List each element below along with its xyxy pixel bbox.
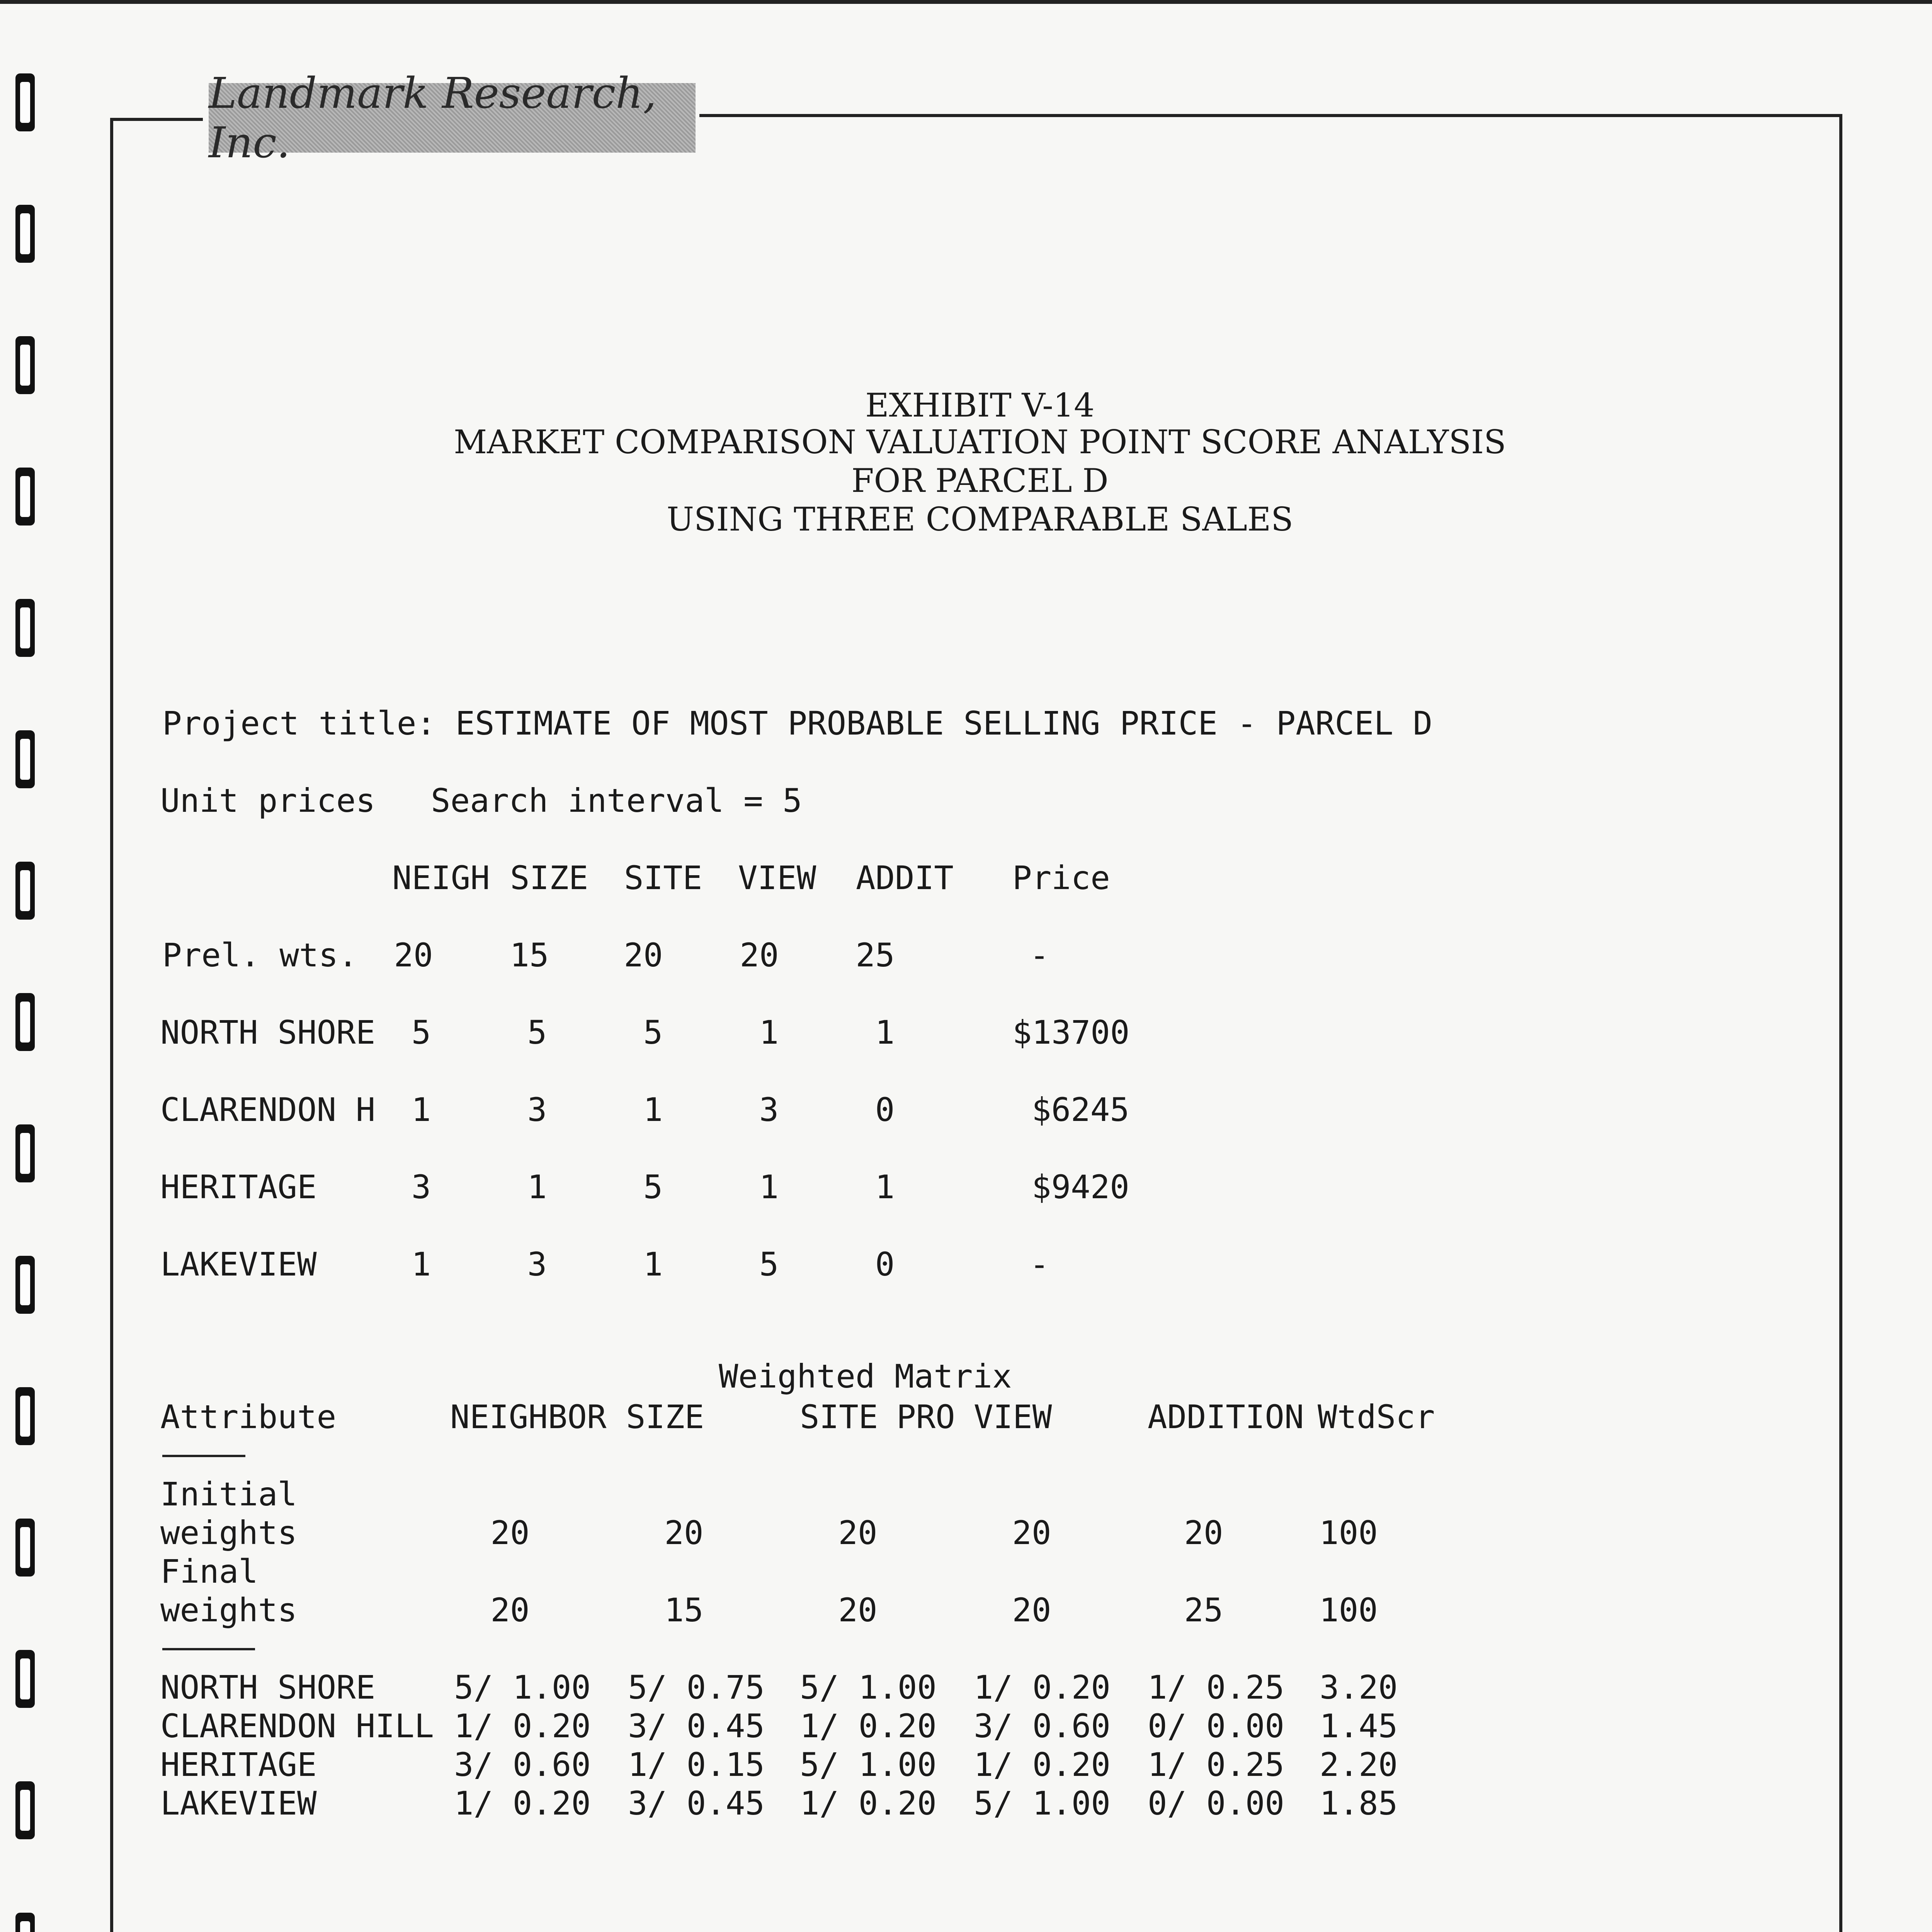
- binder-hole: [15, 1650, 35, 1708]
- initial-weight: 100: [1319, 1514, 1378, 1552]
- matrix-row-label: NORTH SHORE: [160, 1668, 376, 1706]
- binder-hole: [15, 205, 35, 263]
- unit-header: Price: [1012, 859, 1110, 897]
- unit-cell: 1: [411, 1245, 431, 1283]
- final-weight: 15: [664, 1591, 704, 1629]
- unit-price: -: [1029, 936, 1049, 974]
- binder-hole: [15, 336, 35, 394]
- unit-cell: 5: [527, 1014, 547, 1051]
- binder-hole: [15, 73, 35, 131]
- logo-text: Landmark Research, Inc.: [209, 68, 657, 167]
- final-weight: 20: [1012, 1591, 1051, 1629]
- unit-price: $9420: [1032, 1168, 1129, 1206]
- binder-hole: [15, 1124, 35, 1182]
- final-weight: 25: [1184, 1591, 1223, 1629]
- unit-cell: 3: [527, 1091, 547, 1129]
- unit-cell: 5: [643, 1168, 663, 1206]
- unit-cell: 25: [855, 936, 895, 974]
- top-edge: [0, 0, 1932, 4]
- matrix-header: SITE: [800, 1398, 878, 1436]
- unit-price: $13700: [1012, 1014, 1130, 1051]
- weighted-matrix-title: Weighted Matrix: [719, 1357, 1012, 1395]
- unit-row-label: NORTH SHORE: [160, 1014, 376, 1051]
- unit-header: VIEW: [738, 859, 816, 897]
- unit-header: SIZE: [510, 859, 588, 897]
- binder-hole: [15, 1781, 35, 1839]
- final-label-1: Final: [160, 1553, 258, 1590]
- unit-cell: 1: [643, 1245, 663, 1283]
- unit-cell: 1: [411, 1091, 431, 1129]
- unit-cell: 5: [759, 1245, 779, 1283]
- matrix-cell: 3/ 0.45: [628, 1707, 765, 1745]
- binder-hole: [15, 599, 35, 657]
- unit-cell: 20: [624, 936, 663, 974]
- exhibit-line-1: EXHIBIT V-14: [865, 386, 1095, 424]
- matrix-header: SIZE: [626, 1398, 704, 1436]
- matrix-cell: 3/ 0.60: [974, 1707, 1111, 1745]
- binder-hole: [15, 993, 35, 1051]
- initial-label-2: weights: [160, 1514, 298, 1552]
- matrix-header: WtdScr: [1318, 1398, 1435, 1436]
- unit-cell: 1: [759, 1014, 779, 1051]
- unit-cell: 3: [411, 1168, 431, 1206]
- unit-price: $6245: [1032, 1091, 1129, 1129]
- project-title: Project title: ESTIMATE OF MOST PROBABLE SELLING PRICE - PARCEL D: [162, 704, 1433, 742]
- binder-hole: [15, 1387, 35, 1445]
- matrix-cell: 3/ 0.60: [454, 1746, 591, 1784]
- matrix-cell: 1/ 0.25: [1148, 1668, 1285, 1706]
- divider-dash: [162, 1648, 255, 1650]
- unit-header: ADDIT: [856, 859, 954, 897]
- unit-prices-label: Unit prices: [160, 782, 376, 820]
- company-logo: [209, 68, 696, 167]
- frame-top-left: [110, 118, 203, 121]
- matrix-cell: 5/ 1.00: [800, 1746, 937, 1784]
- initial-weight: 20: [1184, 1514, 1223, 1552]
- unit-price: -: [1029, 1245, 1049, 1283]
- binder-hole: [15, 1256, 35, 1314]
- initial-label-1: Initial: [160, 1475, 298, 1513]
- matrix-cell: 0/ 0.00: [1148, 1707, 1285, 1745]
- matrix-cell: 1/ 0.20: [454, 1707, 591, 1745]
- unit-cell: 1: [875, 1014, 895, 1051]
- exhibit-line-3: FOR PARCEL D: [851, 462, 1109, 500]
- search-interval: Search interval = 5: [431, 782, 802, 820]
- unit-cell: 20: [394, 936, 433, 974]
- matrix-cell: 3/ 0.45: [628, 1784, 765, 1822]
- binder-hole: [15, 1519, 35, 1577]
- initial-weight: 20: [490, 1514, 530, 1552]
- unit-cell: 20: [740, 936, 779, 974]
- matrix-cell: 1/ 0.20: [454, 1784, 591, 1822]
- matrix-score: 3.20: [1320, 1668, 1398, 1706]
- matrix-header-attribute: Attribute: [160, 1398, 337, 1436]
- matrix-cell: 1/ 0.25: [1148, 1746, 1285, 1784]
- unit-cell: 0: [875, 1245, 895, 1283]
- unit-cell: 5: [411, 1014, 431, 1051]
- unit-cell: 1: [759, 1168, 779, 1206]
- matrix-row-label: HERITAGE: [160, 1746, 317, 1784]
- unit-header: NEIGH: [392, 859, 490, 897]
- unit-cell: 3: [759, 1091, 779, 1129]
- unit-cell: 3: [527, 1245, 547, 1283]
- matrix-cell: 5/ 1.00: [974, 1784, 1111, 1822]
- matrix-cell: 1/ 0.20: [974, 1746, 1111, 1784]
- final-weight: 100: [1319, 1591, 1378, 1629]
- initial-weight: 20: [838, 1514, 878, 1552]
- unit-cell: 1: [643, 1091, 663, 1129]
- initial-weight: 20: [1012, 1514, 1051, 1552]
- binder-hole: [15, 730, 35, 788]
- matrix-header: VIEW: [974, 1398, 1052, 1436]
- matrix-row-label: LAKEVIEW: [160, 1784, 317, 1822]
- initial-weight: 20: [664, 1514, 704, 1552]
- frame-top-right: [699, 114, 1842, 117]
- binder-hole: [15, 862, 35, 920]
- matrix-score: 1.85: [1320, 1784, 1398, 1822]
- final-label-2: weights: [160, 1591, 298, 1629]
- final-weight: 20: [490, 1591, 530, 1629]
- unit-row-label: CLARENDON H: [160, 1091, 376, 1129]
- matrix-cell: 5/ 1.00: [800, 1668, 937, 1706]
- exhibit-line-4: USING THREE COMPARABLE SALES: [667, 500, 1293, 538]
- matrix-cell: 1/ 0.20: [974, 1668, 1111, 1706]
- matrix-score: 1.45: [1320, 1707, 1398, 1745]
- unit-row-label: HERITAGE: [160, 1168, 317, 1206]
- matrix-cell: 5/ 0.75: [628, 1668, 765, 1706]
- matrix-row-label: CLARENDON HILL: [160, 1707, 434, 1745]
- matrix-cell: 0/ 0.00: [1148, 1784, 1285, 1822]
- matrix-score: 2.20: [1320, 1746, 1398, 1784]
- matrix-cell: 1/ 0.15: [628, 1746, 765, 1784]
- matrix-header: NEIGHBOR: [450, 1398, 607, 1436]
- matrix-cell: 5/ 1.00: [454, 1668, 591, 1706]
- divider-dash: [162, 1455, 245, 1457]
- unit-cell: 15: [510, 936, 549, 974]
- unit-header: SITE: [624, 859, 702, 897]
- matrix-header: PRO: [896, 1398, 955, 1436]
- unit-row-label: LAKEVIEW: [160, 1245, 317, 1283]
- matrix-cell: 1/ 0.20: [800, 1707, 937, 1745]
- binder-hole: [15, 1913, 35, 1932]
- matrix-header: ADDITION: [1148, 1398, 1304, 1436]
- final-weight: 20: [838, 1591, 878, 1629]
- unit-cell: 1: [527, 1168, 547, 1206]
- unit-cell: 0: [875, 1091, 895, 1129]
- exhibit-line-2: MARKET COMPARISON VALUATION POINT SCORE ANALYSIS: [454, 423, 1506, 461]
- unit-cell: 1: [875, 1168, 895, 1206]
- matrix-cell: 1/ 0.20: [800, 1784, 937, 1822]
- unit-cell: 5: [643, 1014, 663, 1051]
- unit-row-label: Prel. wts.: [162, 936, 358, 974]
